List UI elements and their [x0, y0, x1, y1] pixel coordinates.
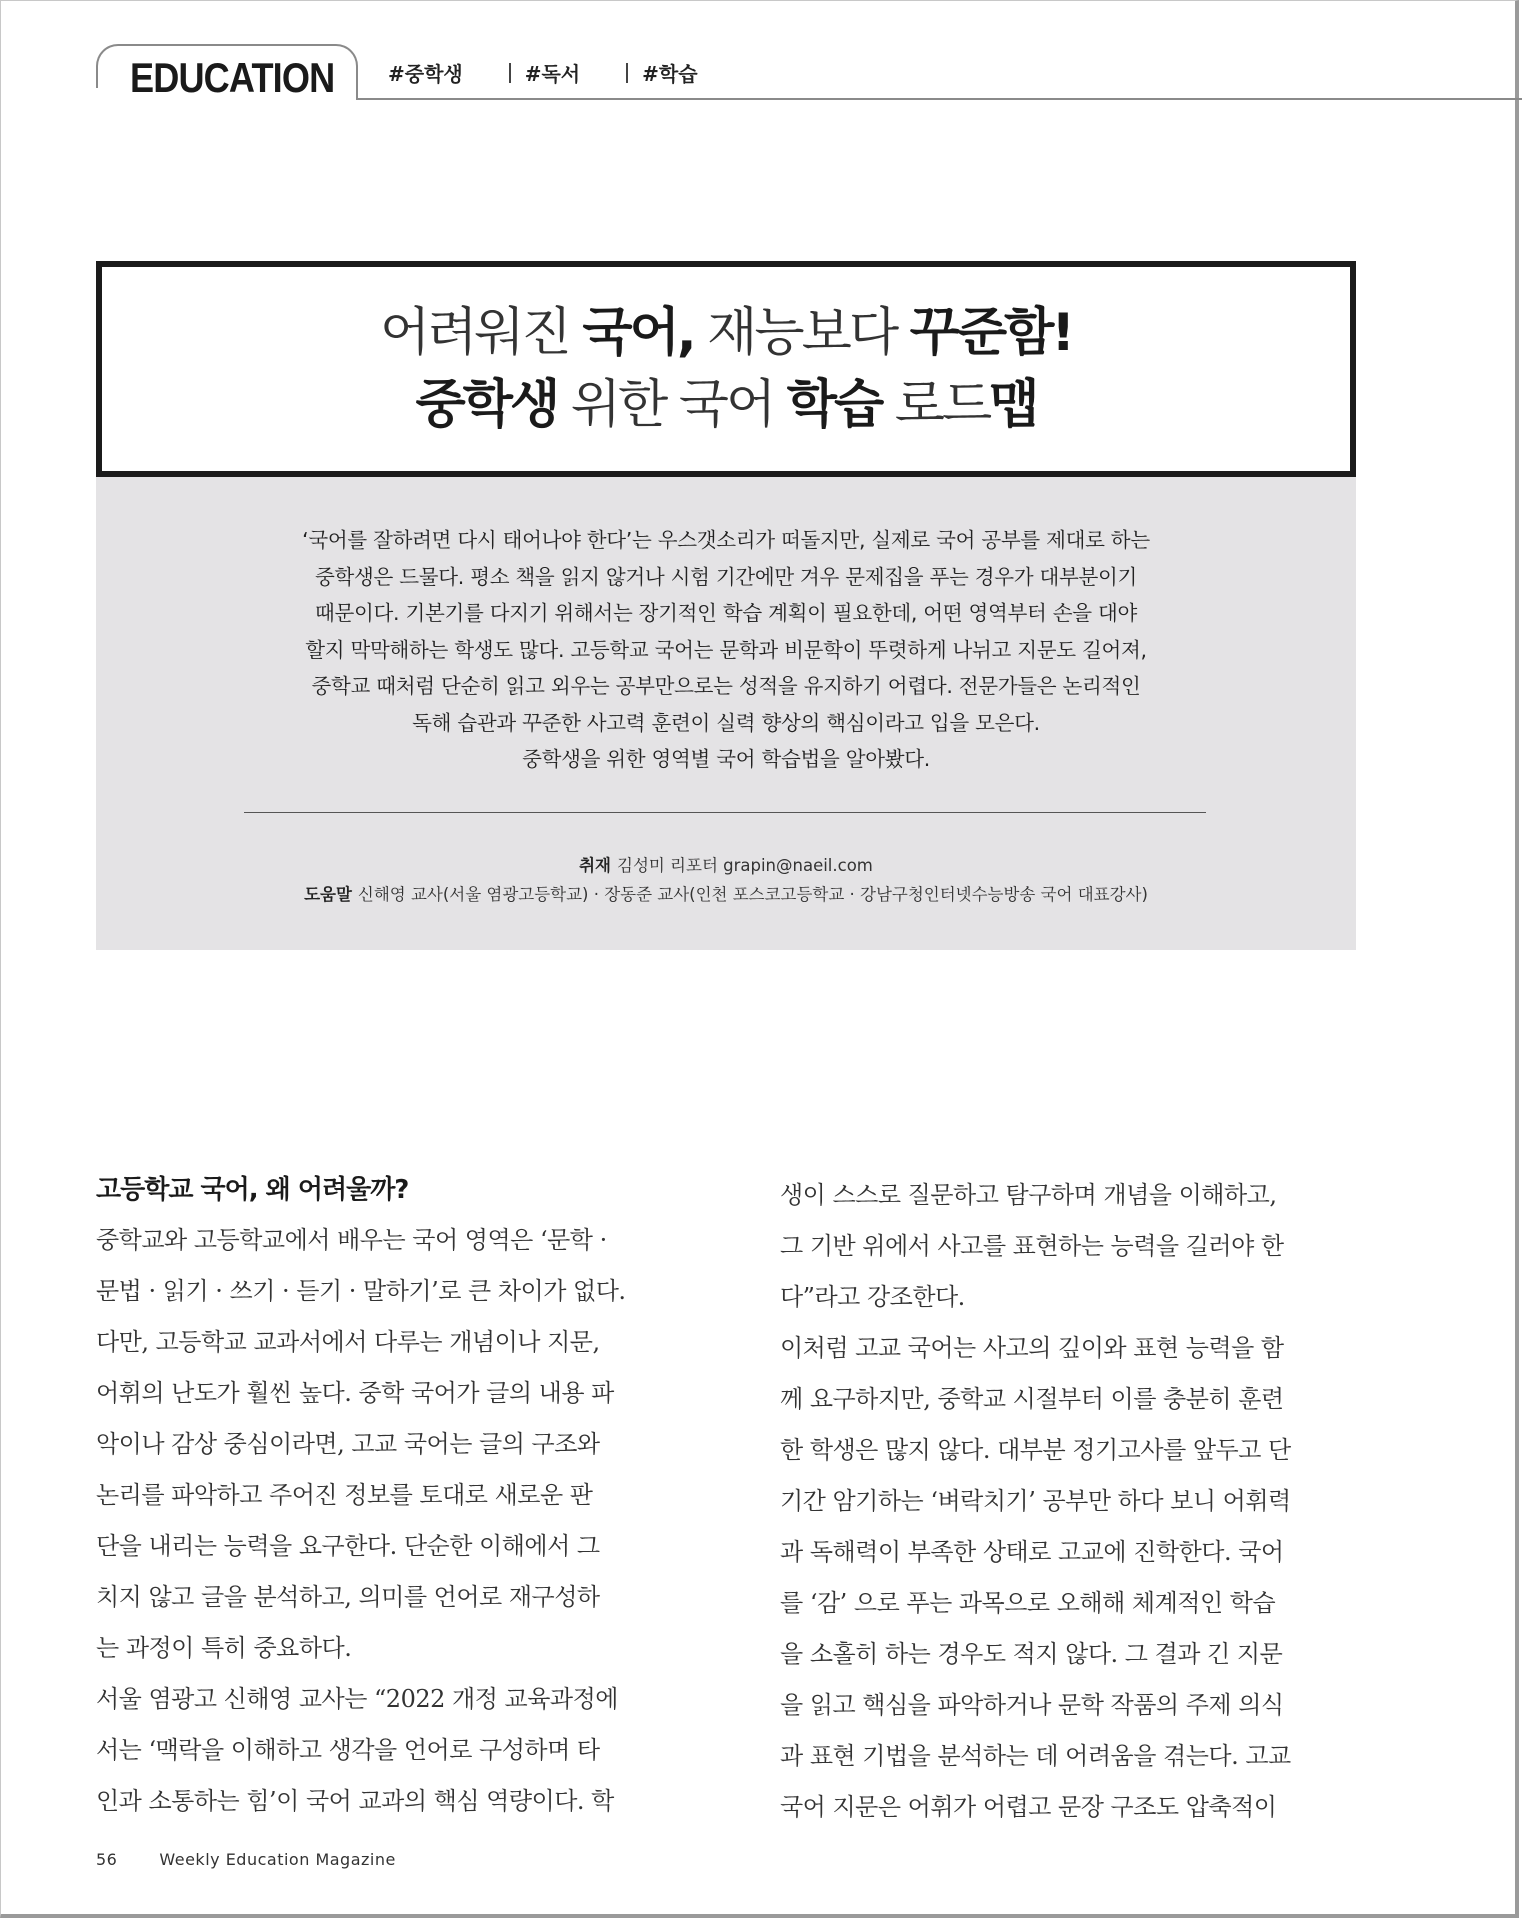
lead-divider [244, 812, 1206, 813]
credit-label: 취재 [579, 856, 611, 875]
lead-line: ‘국어를 잘하려면 다시 태어나야 한다’는 우스갯소리가 떠돌지만, 실제로 국어 공부를 제대로 하는 [302, 528, 1150, 552]
body-line: 과 표현 기법을 분석하는 데 어려움을 겪는다. 고교 [780, 1742, 1291, 1770]
credit-text: 김성미 리포터 grapin@naeil.com [617, 856, 873, 875]
body-line: 는 과정이 특히 중요하다. [96, 1634, 352, 1662]
tag-label: #독서 [524, 62, 581, 86]
lead-line: 중학생은 드물다. 평소 책을 읽지 않거나 시험 기간에만 겨우 문제집을 푸는 경우가 대부분이기 [315, 564, 1137, 589]
lead-line: 중학교 때처럼 단순히 읽고 외우는 공부만으로는 성적을 유지하기 어렵다. 전문가들은 논리적인 [311, 674, 1141, 698]
body-line: 문법 · 읽기 · 쓰기 · 듣기 · 말하기’로 큰 차이가 없다. [96, 1277, 626, 1305]
lead-line: 할지 막막해하는 학생도 많다. 고등학교 국어는 문학과 비문학이 뚜렷하게 나뉘고 지문도 길어져, [305, 637, 1147, 662]
headline-segment: 재능보다 [693, 303, 910, 363]
lead-line: 때문이다. 기본기를 다지기 위해서는 장기적인 학습 계획이 필요한데, 어떤 영역부터 손을 대야 [315, 601, 1137, 625]
page-footer [96, 1850, 396, 1869]
tag-label: #중학생 [388, 62, 463, 86]
body-line: 다”라고 강조한다. [780, 1283, 965, 1311]
lead-line: 독해 습관과 꾸준한 사고력 훈련이 실력 향상의 핵심이라고 입을 모은다. [412, 710, 1040, 735]
lead-box [96, 477, 1356, 950]
tag-list [388, 58, 698, 87]
tag-divider [626, 63, 628, 83]
body-line: 다만, 고등학교 교과서에서 다루는 개념이나 지문, [96, 1328, 600, 1356]
headline-line-1 [380, 297, 1072, 369]
headline-segment: 어려워진 [379, 303, 583, 363]
credit-text: 신해영 교사(서울 염광고등학교) · 장동준 교사(인천 포스코고등학교 · 강남구청인터넷수능방송 국어 대표강사) [357, 885, 1148, 904]
body-line: 을 읽고 핵심을 파악하거나 문학 작품의 주제 의식 [780, 1691, 1284, 1719]
body-line: 께 요구하지만, 중학교 시절부터 이를 충분히 훈련 [780, 1385, 1284, 1413]
credit-line [96, 880, 1356, 909]
headline-segment: 중학생 [415, 375, 558, 435]
body-line: 치지 않고 글을 분석하고, 의미를 언어로 재구성하 [96, 1583, 600, 1611]
headline-segment: 맵 [989, 375, 1037, 435]
body-line: 국어 지문은 어휘가 어렵고 문장 구조도 압축적이 [780, 1793, 1277, 1821]
body-line: 인과 소통하는 힘’이 국어 교과의 핵심 역량이다. 학 [96, 1787, 614, 1815]
body-line: 단을 내리는 능력을 요구한다. 단순한 이해에서 그 [96, 1532, 600, 1560]
body-line: 서는 ‘맥락을 이해하고 생각을 언어로 구성하며 타 [96, 1736, 600, 1764]
body-line: 생이 스스로 질문하고 탐구하며 개념을 이해하고, [780, 1181, 1277, 1209]
lead-line: 중학생을 위한 영역별 국어 학습법을 알아봤다. [522, 747, 930, 771]
body-line: 서울 염광고 신해영 교사는 “2022 개정 교육과정에 [96, 1685, 618, 1713]
headline-segment: 국어, [582, 303, 694, 363]
magazine-name: Weekly Education Magazine [159, 1850, 396, 1869]
headline-box [96, 261, 1356, 477]
body-line: 을 소홀히 하는 경우도 적지 않다. 그 결과 긴 지문 [780, 1640, 1283, 1668]
article-column-left [96, 1165, 686, 1827]
page-number: 56 [96, 1850, 118, 1869]
credit-line [96, 851, 1356, 880]
body-line: 중학교와 고등학교에서 배우는 국어 영역은 ‘문학 · [96, 1226, 607, 1254]
body-line: 논리를 파악하고 주어진 정보를 토대로 새로운 판 [96, 1481, 593, 1509]
headline-line-2 [416, 369, 1037, 441]
header-rule [356, 98, 1522, 100]
body-line: 악이나 감상 중심이라면, 고교 국어는 글의 구조와 [96, 1430, 600, 1458]
headline-segment: 로드 [881, 375, 990, 435]
body-line: 를 ‘감’ 으로 푸는 과목으로 오해해 체계적인 학습 [780, 1589, 1276, 1617]
tag-item [463, 58, 580, 87]
article-column-right [780, 1165, 1370, 1833]
tag-item [580, 58, 697, 87]
credit-label: 도움말 [304, 885, 352, 904]
body-line: 어휘의 난도가 훨씬 높다. 중학 국어가 글의 내용 파 [96, 1379, 614, 1407]
headline-segment: 꾸준함! [909, 303, 1073, 363]
article-subhead: 고등학교 국어, 왜 어려울까? [96, 1175, 409, 1205]
body-line: 한 학생은 많지 않다. 대부분 정기고사를 앞두고 단 [780, 1436, 1291, 1464]
tag-item [388, 58, 463, 87]
body-line: 기간 암기하는 ‘벼락치기’ 공부만 하다 보니 어휘력 [780, 1487, 1291, 1515]
headline-segment: 학습 [786, 375, 882, 435]
headline-segment: 위한 국어 [557, 375, 787, 435]
body-line: 이처럼 고교 국어는 사고의 깊이와 표현 능력을 함 [780, 1334, 1284, 1362]
tag-label: #학습 [642, 62, 698, 86]
lead-paragraph [96, 522, 1356, 778]
body-line: 그 기반 위에서 사고를 표현하는 능력을 길러야 한 [780, 1232, 1284, 1260]
credits [96, 851, 1356, 909]
tag-divider [509, 63, 511, 83]
body-line: 과 독해력이 부족한 상태로 고교에 진학한다. 국어 [780, 1538, 1284, 1566]
section-label: EDUCATION [130, 54, 335, 101]
